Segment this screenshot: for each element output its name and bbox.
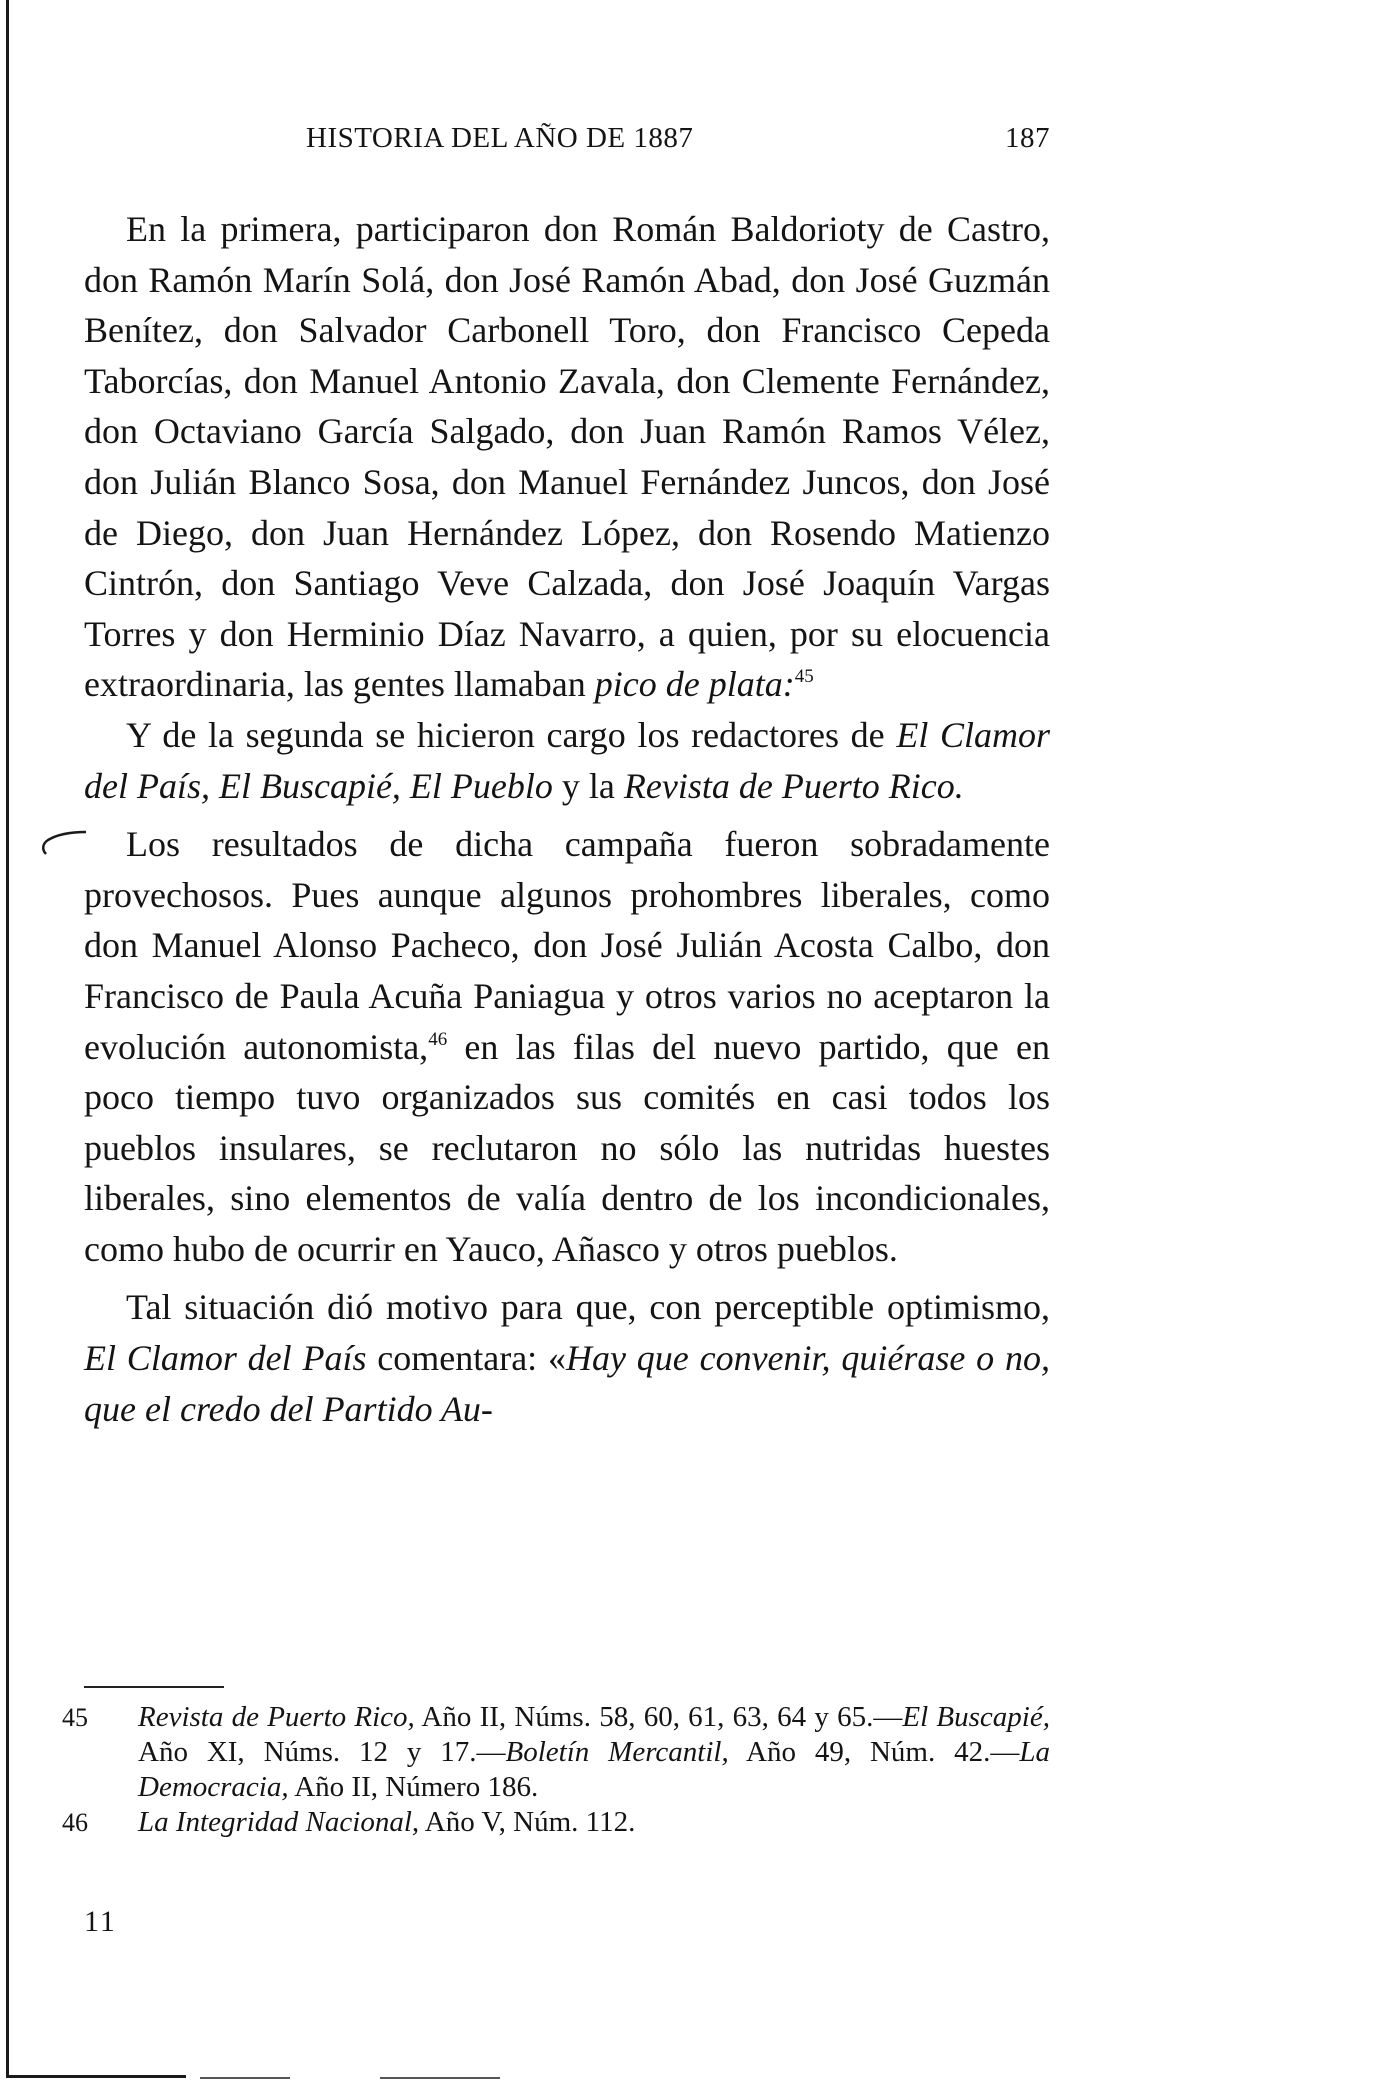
footnote-italic: La Integridad Nacional, xyxy=(138,1806,420,1838)
footnote-number: 45 xyxy=(62,1703,88,1732)
footnote-number: 46 xyxy=(62,1808,88,1837)
paragraph-4-italic-2: Hay que convenir, quiérase o no, que el credo del Partido Au- xyxy=(84,1338,1050,1429)
paragraph-4-text-2: comentara: « xyxy=(366,1338,566,1379)
scan-left-edge xyxy=(6,0,9,2078)
footnote-text: Año V, Núm. 112. xyxy=(419,1806,636,1838)
paragraph-2 xyxy=(84,710,1050,811)
footnotes xyxy=(62,1700,1050,1840)
paragraph-2-italic-1: El Clamor del País, El Buscapié, El Pueblo xyxy=(84,714,1051,806)
running-title: HISTORIA DEL AÑO DE 1887 xyxy=(306,122,694,154)
paragraph-4-italic-1: El Clamor del País xyxy=(84,1338,367,1379)
signature-mark: 11 xyxy=(84,1905,117,1938)
paragraph-1-text: En la primera, participaron don Román Baldorioty de Castro, don Ramón Marín Solá, don José Ramón Abad, don José Guzmán Benítez, don Salvador Carbonell Toro, don Francisco Cepeda Taborcías, don Manuel Antonio Zavala, don Clemente Fernández, don Octaviano García Salgado, don Juan Ramón Ramos Vélez, don Julián Blanco Sosa, don Manuel Fernández Juncos, don José de Diego, don Juan Hernández López, don Rosendo Matienzo Cintrón, don Santiago Veve Calzada, don José Joaquín Vargas Torres y don Herminio Díaz Navarro, a quien, por su elocuencia extraordinaria, las gentes llamaban xyxy=(84,209,1050,705)
footnote-text: Año 49, Núm. 42.— xyxy=(728,1736,1020,1768)
footnote-46 xyxy=(62,1805,1050,1840)
footnote-text: Año XI, Núms. 12 y 17.— xyxy=(138,1736,506,1768)
footnote-italic: El Buscapié, xyxy=(902,1701,1050,1733)
footnote-italic: Boletín Mercantil, xyxy=(505,1736,729,1768)
paragraph-3-text-1: Los resultados de dicha campaña fueron sobradamente provechosos. Pues aunque algunos prohombres liberales, como don Manuel Alonso Pacheco, don José Julián Acosta Calbo, don Francisco de Paula Acuña Paniagua y otros varios no aceptaron la evolución autonomista, xyxy=(84,824,1050,1067)
main-text xyxy=(84,204,1050,1434)
scan-bottom-dash xyxy=(380,2077,500,2079)
paragraph-2-italic-2: Revista de Puerto Rico. xyxy=(623,765,964,806)
paragraph-2-text-2: y la xyxy=(552,765,624,806)
page-number: 187 xyxy=(1005,122,1050,154)
footnote-45 xyxy=(62,1700,1050,1805)
paragraph-4 xyxy=(84,1282,1050,1434)
paragraph-1 xyxy=(84,204,1050,710)
footnote-text: Año II, Núms. 58, 60, 61, 63, 64 y 65.— xyxy=(414,1701,903,1733)
paragraph-2-text-1: Y de la segunda se hicieron cargo los redactores de xyxy=(126,714,897,755)
footnote-text: Año II, Número 186. xyxy=(288,1771,539,1803)
paragraph-1-italic: pico de plata: xyxy=(594,664,795,705)
footnote-divider xyxy=(84,1686,224,1688)
page-header xyxy=(84,118,1050,158)
footnote-italic: La Democracia, xyxy=(138,1736,1051,1803)
footnote-italic: Revista de Puerto Rico, xyxy=(138,1701,415,1733)
scan-bottom-dash xyxy=(200,2077,290,2079)
paragraph-4-text-1: Tal situación dió motivo para que, con perceptible optimismo, xyxy=(126,1287,1050,1328)
scan-bottom-edge xyxy=(6,2075,186,2078)
footnote-ref-45: 45 xyxy=(794,666,814,688)
footnote-ref-46: 46 xyxy=(428,1028,448,1050)
handwritten-bracket-mark xyxy=(36,818,90,878)
paragraph-3-text-2: en las filas del nuevo partido, que en poco tiempo tuvo organizados sus comités en casi todos los pueblos insulares, se reclutaron no sólo las nutridas huestes liberales, sino elementos de valía dentro de los incondicionales, como hubo de ocurrir en Yauco, Añasco y otros pueblos. xyxy=(84,1026,1050,1269)
paragraph-3 xyxy=(84,819,1050,1274)
